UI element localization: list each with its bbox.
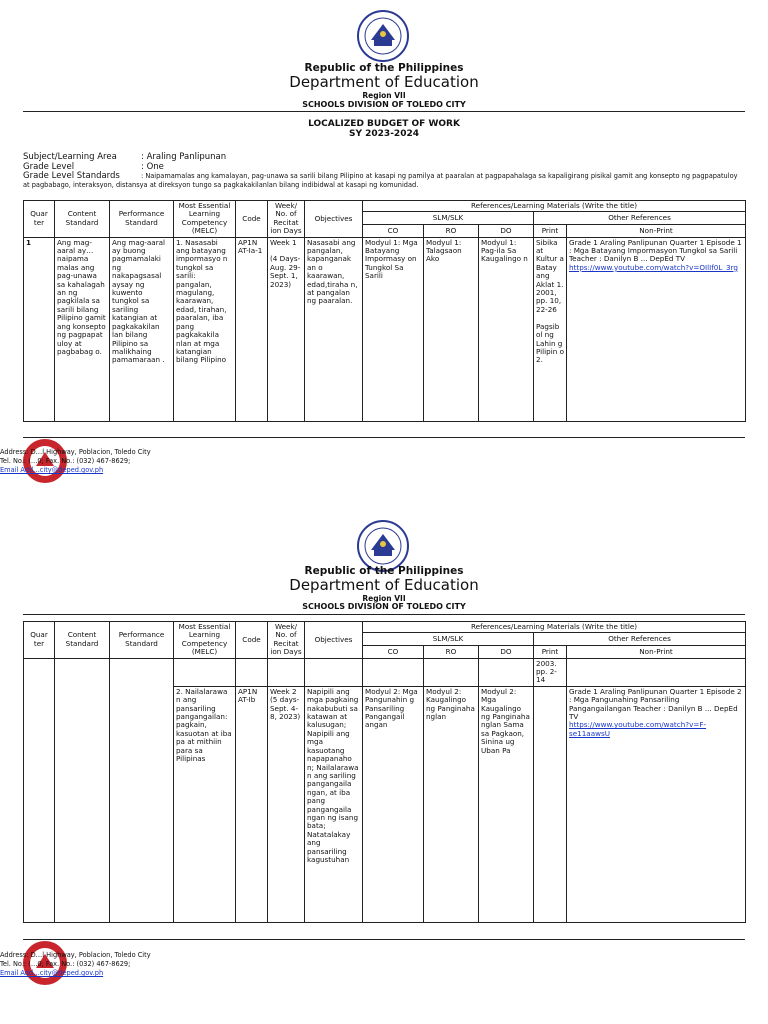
budget-table-page1 — [23, 200, 746, 422]
footer-email — [0, 969, 103, 977]
footer-phone: Tel. No.: (…0; Fax. No.: (032) 467-8629; — [0, 457, 131, 465]
cell-do: Modyul 1: Pag-ila Sa Kaugalingo n — [479, 237, 534, 421]
cell-do: Modyul 2: Mga Kaugalingo ng Panginaha nglan Sama sa Pagkaon, Sinina ug Uban Pa — [479, 686, 534, 922]
header-nonprint: Non-Print — [567, 646, 746, 659]
header-other-references: Other References — [534, 212, 746, 225]
document-page-1 — [0, 0, 768, 503]
cell-code — [236, 658, 268, 686]
header-divider — [23, 614, 745, 615]
header-slm: SLM/SLK — [363, 633, 534, 646]
header-code: Code — [236, 622, 268, 659]
header-content-standard: Content Standard — [55, 622, 110, 659]
header-do: DO — [479, 225, 534, 238]
header-slm: SLM/SLK — [363, 212, 534, 225]
header-code: Code — [236, 201, 268, 238]
cell-print — [534, 686, 567, 922]
header-melc: Most Essential Learning Competency (MELC) — [174, 201, 236, 238]
header-print: Print — [534, 225, 567, 238]
division-heading: SCHOOLS DIVISION OF TOLEDO CITY — [302, 100, 466, 109]
footer-address: Address: D…l Highway, Poblacion, Toledo City — [0, 448, 151, 456]
republic-heading: Republic of the Philippines — [304, 565, 464, 577]
nonprint-link[interactable]: https://www.youtube.com/watch?v=F-se11aawsU — [569, 720, 707, 738]
header-print: Print — [534, 646, 567, 659]
header-performance-standard: Performance Standard — [110, 622, 174, 659]
footer-phone: Tel. No.: (…0; Fax. No.: (032) 467-8629; — [0, 960, 131, 968]
subject-value: : Araling Panlipunan — [141, 152, 227, 162]
subject-label: Subject/Learning Area — [23, 152, 117, 162]
header-co: CO — [363, 225, 424, 238]
republic-heading: Republic of the Philippines — [304, 62, 464, 74]
department-heading: Department of Education — [289, 576, 479, 594]
header-performance-standard: Performance Standard — [110, 201, 174, 238]
document-page-2 — [0, 515, 768, 1024]
standards-value: : Naipamamalas ang kamalayan, pag-unawa sa sarili bilang Pilipino at kasapi ng pamilya at paaralan at pagpapahalaga sa kapaligirang pisikal gamit ang konsepto ng pagpapatuloy at pagbabago, interaksyon, distansya at direksyon tungo sa pagkakakilanlan bilang indibidwal at kasapi ng komunidad. — [23, 172, 738, 189]
deped-seal-icon — [357, 10, 409, 62]
footer-address: Address: D…l Highway, Poblacion, Toledo City — [0, 951, 151, 959]
cell-week — [268, 658, 305, 686]
cell-code: AP1N AT-Ia-1 — [236, 237, 268, 421]
grade-value: : One — [141, 162, 164, 172]
budget-table-page2 — [23, 621, 746, 923]
subject-line — [23, 152, 226, 162]
header-ro: RO — [424, 225, 479, 238]
footer-email-link[interactable]: Email Add…city@deped.gov.ph — [0, 969, 104, 977]
cell-melc: 1. Nasasabi ang batayang impormasyo n tungkol sa sarili: pangalan, magulang, kaarawan, edad, tirahan, paaralan, iba pang pagkakakila nlan at mga katangian bilang Pilipino — [174, 237, 236, 421]
cell-co: Modyul 1: Mga Batayang Impormasy on Tungkol Sa Sarili — [363, 237, 424, 421]
footer-email — [0, 466, 103, 474]
cell-nonprint — [567, 686, 746, 922]
cell-ro: Modyul 2: Kaugalingo ng Panginaha nglan — [424, 686, 479, 922]
header-content-standard: Content Standard — [55, 201, 110, 238]
footer-divider — [23, 939, 745, 940]
cell-quarter — [24, 658, 55, 922]
header-melc: Most Essential Learning Competency (MELC) — [174, 622, 236, 659]
cell-objectives: Napipili ang mga pagkaing nakabubuti sa katawan at kalusugan; Napipili ang mga kasuotang napapanaho n; Nailalarawa n ang sariling pangangaila ngan, at iba pang pangangaila ngan ng isang bata; Natatalakay ang pansariling kagustuhan — [305, 686, 363, 922]
cell-nonprint — [567, 658, 746, 686]
cell-content-standard: Ang mag-aaral ay… naipama malas ang pag-unawa sa kahalagah an ng pagkilala sa sarili bilang Pilipino gamit ang konsepto ng pagpapat uloy at pagbabag o. — [55, 237, 110, 421]
cell-co — [363, 658, 424, 686]
header-ro: RO — [424, 646, 479, 659]
table-row — [24, 237, 746, 421]
cell-content-standard — [55, 658, 110, 922]
header-references: References/Learning Materials (Write the title) — [363, 201, 746, 212]
cell-melc — [174, 658, 236, 686]
header-co: CO — [363, 646, 424, 659]
header-quarter: Quar ter — [24, 201, 55, 238]
cell-ro: Modyul 1: Talagsaon Ako — [424, 237, 479, 421]
cell-quarter: 1 — [24, 237, 55, 421]
header-divider — [23, 111, 745, 112]
grade-label: Grade Level — [23, 162, 75, 172]
cell-objectives: Nasasabi ang pangalan, kapanganak an o kaarawan, edad,tiraha n, at pangalan ng paaralan. — [305, 237, 363, 421]
header-other-references: Other References — [534, 633, 746, 646]
footer-email-link[interactable]: Email Add…city@deped.gov.ph — [0, 466, 104, 474]
header-quarter: Quar ter — [24, 622, 55, 659]
cell-print: 2003. pp. 2-14 — [534, 658, 567, 686]
cell-do — [479, 658, 534, 686]
nonprint-link[interactable]: https://www.youtube.com/watch?v=OIlIf0L_3rg — [569, 262, 738, 272]
table-row — [24, 658, 746, 686]
cell-ro — [424, 658, 479, 686]
header-week: Week/ No. of Recitat ion Days — [268, 622, 305, 659]
header-objectives: Objectives — [305, 201, 363, 238]
footer-divider — [23, 437, 745, 438]
cell-week: Week 2 (5 days-Sept. 4-8, 2023) — [268, 686, 305, 922]
cell-performance-standard: Ang mag-aaral ay buong pagmamalaki ng nakapagsasal aysay ng kuwento tungkol sa sariling katangian at pagkakakilan lan bilang Pilipino sa malikhaing pamamaraan . — [110, 237, 174, 421]
document-title: LOCALIZED BUDGET OF WORK — [308, 119, 460, 129]
nonprint-text: Grade 1 Araling Panlipunan Quarter 1 Episode 1 : Mga Batayang Impormasyon Tungkol sa Sarili Teacher : Danilyn B ... DepEd TV — [569, 237, 742, 264]
header-objectives: Objectives — [305, 622, 363, 659]
page-gap — [0, 503, 768, 515]
cell-nonprint — [567, 237, 746, 421]
standards-label: Grade Level Standards — [23, 171, 120, 181]
cell-performance-standard — [110, 658, 174, 922]
cell-melc: 2. Nailalarawa n ang pansariling pangangailan: pagkain, kasuotan at iba pa at mithiin para sa Pilipinas — [174, 686, 236, 922]
division-heading: SCHOOLS DIVISION OF TOLEDO CITY — [302, 602, 466, 611]
header-nonprint: Non-Print — [567, 225, 746, 238]
cell-co: Modyul 2: Mga Pangunahin g Pansariling Pangangail angan — [363, 686, 424, 922]
cell-print: Sibika at Kultur a Batay ang Aklat 1. 2001, pp. 10, 22-26 Pagsib ol ng Lahin g Pilipin o 2. — [534, 237, 567, 421]
header-week: Week/ No. of Recitat ion Days — [268, 201, 305, 238]
cell-week: Week 1 (4 Days-Aug. 29-Sept. 1, 2023) — [268, 237, 305, 421]
header-references: References/Learning Materials (Write the title) — [363, 622, 746, 633]
grade-standards — [23, 172, 745, 190]
school-year: SY 2023-2024 — [349, 129, 419, 139]
department-heading: Department of Education — [289, 73, 479, 91]
header-do: DO — [479, 646, 534, 659]
cell-objectives — [305, 658, 363, 686]
nonprint-text: Grade 1 Araling Panlipunan Quarter 1 Episode 2 : Mga Pangunahing Pansariling Pangangailangan Teacher : Danilyn B ... DepEd TV — [569, 686, 742, 722]
region-heading: Region VII — [362, 594, 406, 603]
region-heading: Region VII — [362, 91, 406, 100]
cell-code: AP1N AT-Ib — [236, 686, 268, 922]
